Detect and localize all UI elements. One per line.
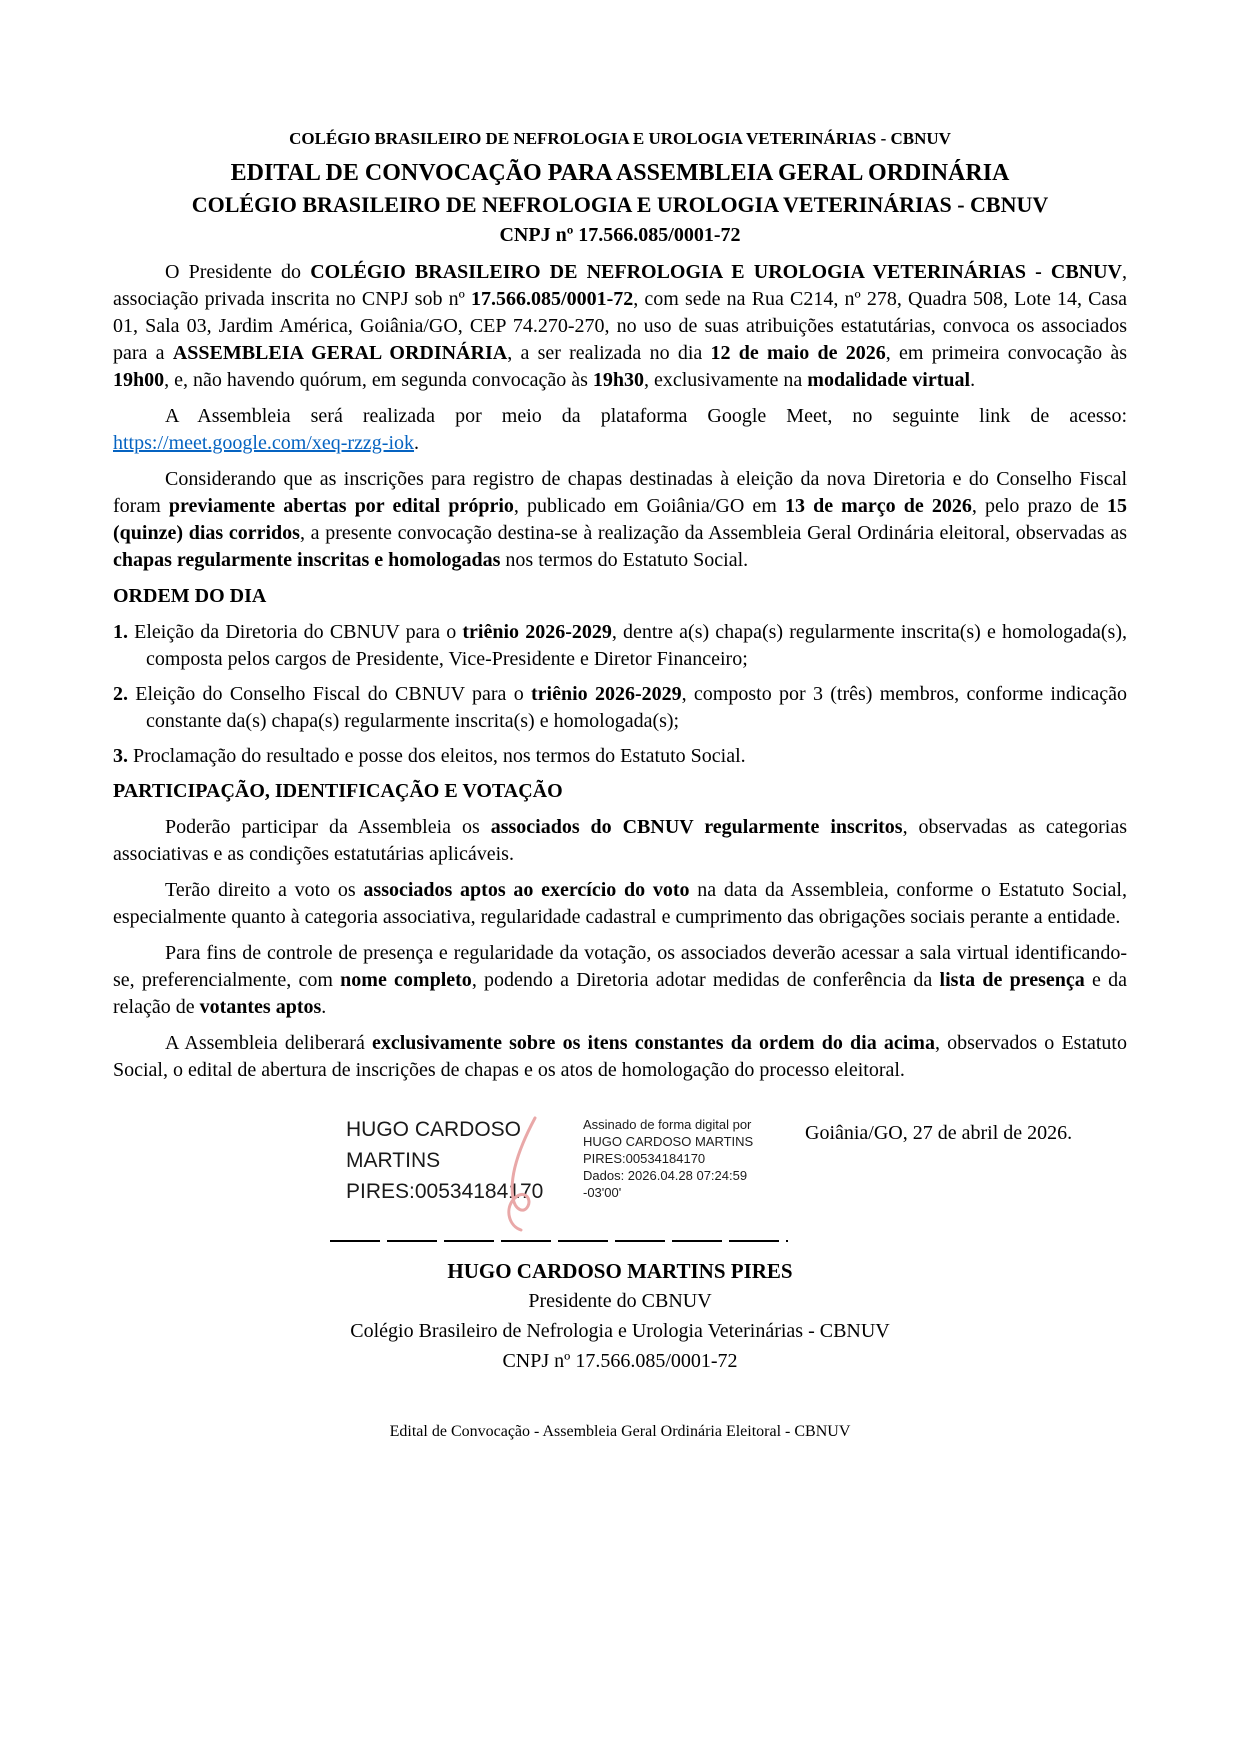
text-line: HUGO CARDOSO <box>346 1118 522 1141</box>
text-run: A Assembleia deliberará <box>165 1032 372 1054</box>
text-run: Considerando que as inscrições para registro de chapas destinadas à eleição da nova Diretoria e do Conselho Fiscal foram <box>113 468 1127 517</box>
signature-stamp-details <box>583 1116 801 1201</box>
text-run: nome completo <box>340 969 472 991</box>
para-considerando <box>113 466 1127 574</box>
text-run: , a ser realizada no dia <box>507 342 711 364</box>
document-header-org: COLÉGIO BRASILEIRO DE NEFROLOGIA E UROLOGIA VETERINÁRIAS - CBNUV <box>289 129 951 148</box>
text-run: . <box>321 996 327 1018</box>
document-dateline: Goiânia/GO, 27 de abril de 2026. <box>805 1122 1073 1144</box>
text-run: Para fins de controle de presença e regularidade da votação, os associados deverão acessar a sala virtual identificando-se, preferencialmente, com <box>113 942 1127 991</box>
page-footer: Edital de Convocação - Assembleia Geral Ordinária Eleitoral - CBNUV <box>389 1423 851 1440</box>
signer-name: HUGO CARDOSO MARTINS PIRES <box>447 1259 793 1283</box>
text-line: PIRES:00534184170 <box>583 1151 706 1166</box>
text-run: 13 de março de 2026 <box>784 495 972 517</box>
text-run: triênio 2026-2029 <box>531 683 682 705</box>
text-line: Assinado de forma digital por <box>583 1117 752 1132</box>
para-deliberacao <box>113 1030 1127 1084</box>
digital-signature-block <box>346 1114 1127 1234</box>
text-run: 12 de maio de 2026 <box>710 342 886 364</box>
text-run: , dentre a(s) chapa(s) regularmente inscrita(s) e homologada(s), composta pelos cargos de Presidente, Vice-Presidente e Diretor Financeiro; <box>146 621 1128 670</box>
text-run: , com sede na Rua C214, nº 278, Quadra 508, Lote 14, Casa 01, Sala 03, Jardim América, Goiânia/GO, CEP 74.270-270, no uso de suas atribuições estatutárias, convoca os associados para a <box>113 288 1127 364</box>
text-run: ASSEMBLEIA GERAL ORDINÁRIA <box>172 342 508 364</box>
text-run: 19h30 <box>592 369 644 391</box>
text-run: Eleição do Conselho Fiscal do CBNUV para o <box>128 683 532 705</box>
text-run: ORDEM DO DIA <box>113 585 267 607</box>
document-cnpj: CNPJ nº 17.566.085/0001-72 <box>499 224 741 246</box>
signer-role: Presidente do CBNUV <box>528 1290 712 1312</box>
text-run: , em primeira convocação às <box>885 342 1128 364</box>
text-run: exclusivamente sobre os itens constantes da ordem do dia acima <box>371 1032 935 1054</box>
text-run: Eleição da Diretoria do CBNUV para o <box>128 621 463 643</box>
text-run: , publicado em Goiânia/GO em <box>513 495 785 517</box>
text-run: na data da Assembleia, conforme o Estatuto Social, especialmente quanto à categoria associativa, regularidade cadastral e cumprimento das obrigações sociais perante a entidade. <box>113 879 1127 928</box>
text-run: Poderão participar da Assembleia os <box>165 816 491 838</box>
text-run: , podendo a Diretoria adotar medidas de conferência da <box>471 969 940 991</box>
text-line: Dados: 2026.04.28 07:24:59 <box>583 1168 748 1183</box>
text-line: HUGO CARDOSO MARTINS <box>583 1134 754 1149</box>
text-run: , observadas as categorias associativas e as condições estatutárias aplicáveis. <box>113 816 1127 865</box>
signature-rule <box>330 1240 788 1242</box>
text-run: Proclamação do resultado e posse dos eleitos, nos termos do Estatuto Social. <box>128 745 746 767</box>
para-controle-presenca <box>113 940 1127 1021</box>
signer-org: Colégio Brasileiro de Nefrologia e Urologia Veterinárias - CBNUV <box>350 1320 890 1342</box>
text-run: PARTICIPAÇÃO, IDENTIFICAÇÃO E VOTAÇÃO <box>113 780 563 802</box>
text-line: PIRES:00534184170 <box>346 1180 544 1203</box>
text-run: e da relação de <box>113 969 1127 1018</box>
text-run: O Presidente do <box>165 261 311 283</box>
text-run: 15 (quinze) dias corridos <box>113 495 1128 544</box>
text-run: previamente abertas por edital próprio <box>168 495 514 517</box>
text-line: MARTINS <box>346 1149 441 1172</box>
para-participacao <box>113 814 1127 868</box>
ordem-item-1 <box>113 619 1127 673</box>
text-run: 17.566.085/0001-72 <box>471 288 634 310</box>
document-subtitle: COLÉGIO BRASILEIRO DE NEFROLOGIA E UROLOGIA VETERINÁRIAS - CBNUV <box>191 192 1049 217</box>
text-run: COLÉGIO BRASILEIRO DE NEFROLOGIA E UROLOGIA VETERINÁRIAS - CBNUV <box>310 261 1122 283</box>
text-run: , composto por 3 (três) membros, conforme indicação constante da(s) chapa(s) regularmente inscrita(s) e homologada(s); <box>146 683 1128 732</box>
text-run: , pelo prazo de <box>971 495 1108 517</box>
text-run: votantes aptos <box>199 996 322 1018</box>
document-body <box>113 259 1127 1084</box>
ordem-item-2 <box>113 681 1127 735</box>
heading-ordem-do-dia <box>113 583 1127 610</box>
text-run: nos termos do Estatuto Social. <box>500 549 749 571</box>
text-run: , observados o Estatuto Social, o edital de abertura de inscrições de chapas e os atos de homologação do processo eleitoral. <box>113 1032 1127 1081</box>
meet-link[interactable]: https://meet.google.com/xeq-rzzg-iok <box>113 432 415 454</box>
signer-cnpj: CNPJ nº 17.566.085/0001-72 <box>502 1350 738 1372</box>
text-run: lista de presença <box>939 969 1085 991</box>
signature-flourish-icon <box>497 1114 557 1234</box>
text-run: associados do CBNUV regularmente inscritos <box>490 816 903 838</box>
text-run: modalidade virtual <box>807 369 971 391</box>
text-run: , associação privada inscrita no CNPJ sob nº <box>113 261 1127 310</box>
document-title: EDITAL DE CONVOCAÇÃO PARA ASSEMBLEIA GERAL ORDINÁRIA <box>230 160 1010 186</box>
text-run: 3. <box>113 745 128 767</box>
heading-participacao <box>113 778 1127 805</box>
text-run: 2. <box>113 683 128 705</box>
para-presidente <box>113 259 1127 394</box>
text-run: 19h00 <box>113 369 165 391</box>
text-run: A Assembleia será realizada por meio da plataforma Google Meet, no seguinte link de acesso: <box>165 405 1127 427</box>
ordem-item-3 <box>113 743 1127 770</box>
text-run: Terão direito a voto os <box>165 879 364 901</box>
text-run: . <box>970 369 976 391</box>
text-run: 1. <box>113 621 128 643</box>
para-direito-voto <box>113 877 1127 931</box>
text-run: , exclusivamente na <box>644 369 808 391</box>
text-run: associados aptos ao exercício do voto <box>363 879 690 901</box>
text-line: -03'00' <box>583 1185 622 1200</box>
text-run: , e, não havendo quórum, em segunda convocação às <box>164 369 593 391</box>
para-plataforma <box>113 403 1127 457</box>
text-run: . <box>414 432 420 454</box>
text-run: chapas regularmente inscritas e homologadas <box>113 549 501 571</box>
text-run: triênio 2026-2029 <box>462 621 612 643</box>
text-run: , a presente convocação destina-se à realização da Assembleia Geral Ordinária eleitoral, observadas as <box>299 522 1127 544</box>
